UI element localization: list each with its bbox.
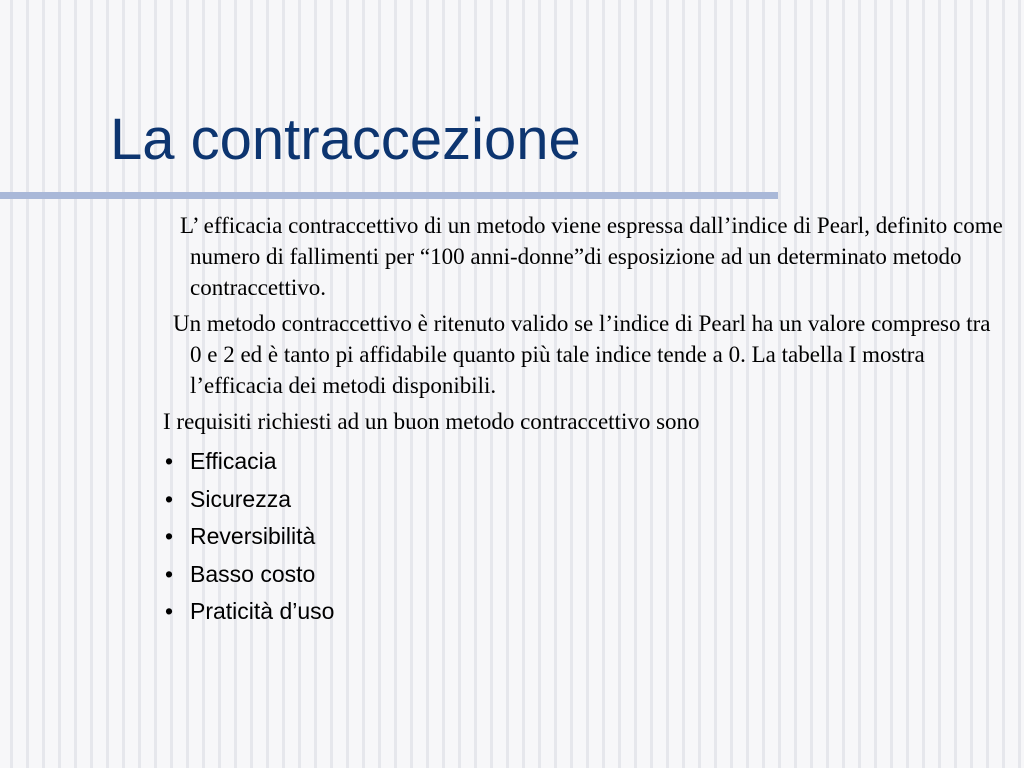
list-item-label: Efficacia bbox=[190, 448, 277, 474]
paragraph-pearl-index-definition: L’ efficacia contraccettivo di un metodo viene espressa dall’indice di Pearl, definito come numero di fallimenti per “100 anni-donne”di esposizione ad un determinato metodo contraccettivo. bbox=[180, 213, 1003, 300]
bullet-icon: • bbox=[165, 485, 174, 512]
paragraph-pearl-index-validity: Un metodo contraccettivo è ritenuto valido se l’indice di Pearl ha un valore compreso tra 0 e 2 ed è tanto pi affidabile quanto più tale indice tende a 0. La tabella I mostra l’efficacia dei metodi disponibili. bbox=[173, 311, 991, 398]
title-divider bbox=[0, 192, 778, 199]
slide-title: La contraccezione bbox=[110, 107, 581, 172]
list-item-label: Reversibilità bbox=[190, 523, 316, 549]
list-item bbox=[163, 556, 1003, 594]
requirements-list bbox=[163, 443, 1003, 631]
list-item bbox=[163, 443, 1003, 481]
list-item-label: Sicurezza bbox=[190, 485, 291, 512]
bullet-icon: • bbox=[165, 560, 174, 587]
list-item-label: Basso costo bbox=[190, 560, 316, 587]
list-item bbox=[163, 518, 1003, 556]
bullet-icon: • bbox=[165, 448, 174, 474]
bullet-icon: • bbox=[165, 523, 174, 549]
requirements-intro: I requisiti richiesti ad un buon metodo contraccettivo sono bbox=[163, 409, 700, 434]
list-item bbox=[163, 481, 1003, 519]
list-item-label: Praticità d’uso bbox=[190, 598, 335, 624]
bullet-icon: • bbox=[165, 598, 174, 624]
list-item bbox=[163, 593, 1003, 631]
slide-body bbox=[163, 210, 1003, 631]
